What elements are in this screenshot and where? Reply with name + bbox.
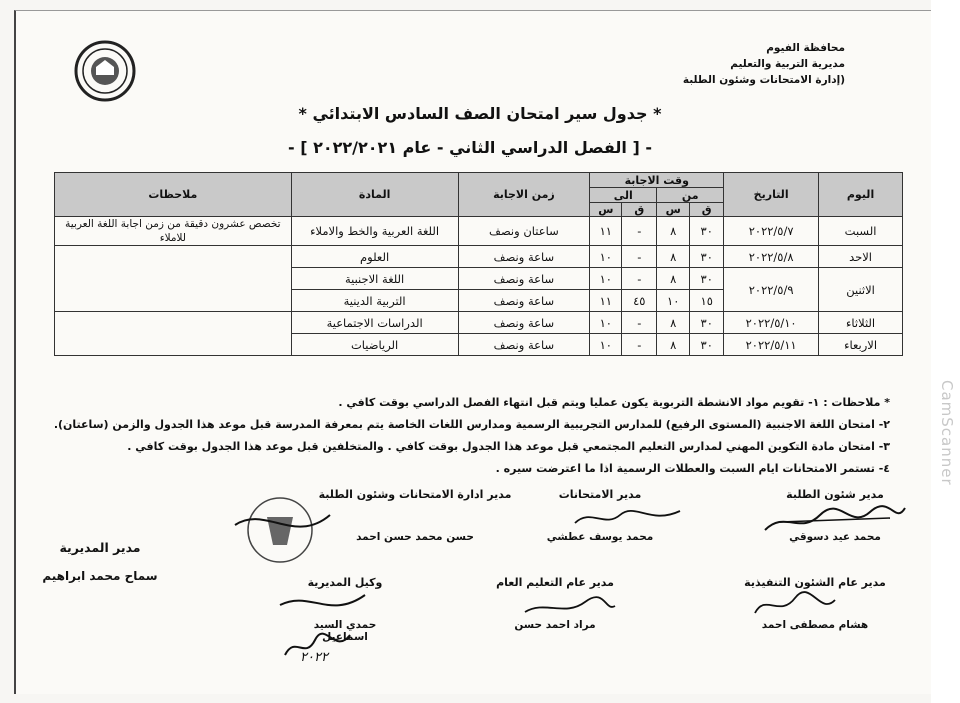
table-row — [55, 312, 903, 334]
header-to: الى — [590, 188, 657, 203]
handwritten-signature — [760, 500, 910, 540]
handwritten-date: ٢٠٢٢ — [300, 650, 328, 665]
cell-to-hr: ١٠ — [590, 268, 622, 290]
signature-role: وكيل المديرية — [307, 576, 383, 589]
cell-duration: ساعة ونصف — [458, 312, 590, 334]
cell-duration: ساعتان ونصف — [458, 217, 590, 246]
ministry-line-1: محافظة الفيوم — [766, 42, 845, 54]
cell-to-min: - — [622, 312, 657, 334]
document-title: * جدول سير امتحان الصف السادس الابتدائي * — [298, 104, 662, 123]
signature-name: حسن محمد حسن احمد — [356, 531, 474, 543]
cell-from-hr: ٨ — [657, 246, 690, 268]
round-stamp — [225, 495, 335, 565]
cell-subject: التربية الدينية — [291, 290, 458, 312]
cell-duration: ساعة ونصف — [458, 268, 590, 290]
header-from: من — [657, 188, 724, 203]
cell-day: الاحد — [819, 246, 903, 268]
cell-to-hr: ١٠ — [590, 334, 622, 356]
cell-date: ٢٠٢٢/٥/٧ — [724, 217, 819, 246]
cell-date: ٢٠٢٢/٥/١١ — [724, 334, 819, 356]
cell-to-min: - — [622, 246, 657, 268]
signature-directorate-head — [30, 540, 170, 583]
cell-to-hr: ١١ — [590, 217, 622, 246]
cell-from-hr: ١٠ — [657, 290, 690, 312]
signature-role: مدير المديرية — [59, 540, 141, 555]
header-to-min: ق — [622, 203, 657, 217]
cell-from-hr: ٨ — [657, 268, 690, 290]
cell-subject: الدراسات الاجتماعية — [291, 312, 458, 334]
cell-day: الاثنين — [819, 268, 903, 312]
header-from-min: ق — [690, 203, 724, 217]
handwritten-signature — [750, 588, 840, 623]
cell-to-hr: ١٠ — [590, 312, 622, 334]
cell-from-min: ٣٠ — [690, 268, 724, 290]
signature-name: محمد يوسف عطشي — [546, 531, 654, 543]
signature-name: محمد عيد دسوقي — [789, 531, 881, 543]
header-date: التاريخ — [724, 173, 819, 217]
cell-note-empty — [55, 246, 292, 312]
note-4: ٤- تستمر الامتحانات ايام السبت والعطلات الرسمية اذا ما اعترضت سيره . — [495, 462, 890, 475]
header-duration: زمن الاجابة — [458, 173, 590, 217]
table-row — [55, 217, 903, 246]
cell-from-min: ٣٠ — [690, 312, 724, 334]
cell-from-min: ٣٠ — [690, 217, 724, 246]
handwritten-signature — [520, 592, 620, 622]
signature-role: مدير شئون الطلبة — [786, 488, 884, 501]
note-2: ٢- امتحان اللغة الاجنبية (المستوى الرفيع) للمدارس التجريبية الرسمية ومدارس اللغات الخاصة يتم بمعرفة المدرسة قبل موعد هذا الجدول والزمن (ساعتان). — [53, 418, 890, 431]
header-subject: المادة — [291, 173, 458, 217]
cell-to-min: - — [622, 217, 657, 246]
cell-from-hr: ٨ — [657, 217, 690, 246]
cell-to-hr: ١٠ — [590, 246, 622, 268]
cell-from-hr: ٨ — [657, 312, 690, 334]
signature-role: مدير الامتحانات — [558, 488, 642, 501]
cell-note-empty — [55, 312, 292, 356]
header-day: اليوم — [819, 173, 903, 217]
watermark: CamScanner — [938, 380, 956, 486]
table-row — [55, 246, 903, 268]
signature-name: حمدي السيد اسماعيل — [313, 619, 377, 643]
ministry-line-3: (إدارة الامتحانات وشئون الطلبة — [682, 74, 845, 86]
signature-exams-admin — [310, 488, 520, 543]
note-3: ٣- امتحان مادة التكوين المهني لمدارس التعليم المجتمعي قبل موعد هذا الجدول بوقت كافي . والمتخلفين قبل موعد هذا الجدول بوقت كافي . — [127, 440, 890, 453]
header-from-hr: س — [657, 203, 690, 217]
handwritten-signature — [270, 585, 390, 665]
signature-role: مدير ادارة الامتحانات وشئون الطلبة — [318, 488, 512, 501]
cell-date: ٢٠٢٢/٥/٨ — [724, 246, 819, 268]
cell-day: الثلاثاء — [819, 312, 903, 334]
cell-from-min: ٣٠ — [690, 334, 724, 356]
cell-to-min: ٤٥ — [622, 290, 657, 312]
header-time: وقت الاجابة — [590, 173, 724, 188]
note-1: * ملاحظات : ١- تقويم مواد الانشطة التربوية يكون عمليا ويتم قبل انتهاء الفصل الدراسي بوقت كافي . — [338, 396, 890, 409]
document-subtitle: - [ الفصل الدراسي الثاني - عام ٢٠٢٢/٢٠٢١ ] - — [288, 138, 652, 157]
header-to-hr: س — [590, 203, 622, 217]
cell-note: تخصص عشرون دقيقة من زمن اجابة اللغة العربية للاملاء — [55, 217, 292, 246]
signature-role: مدير عام الشئون التنفيذية — [744, 576, 886, 589]
ministry-line-2: مديرية التربية والتعليم — [730, 58, 845, 70]
cell-duration: ساعة ونصف — [458, 246, 590, 268]
cell-duration: ساعة ونصف — [458, 334, 590, 356]
ministry-header — [683, 40, 845, 88]
cell-from-hr: ٨ — [657, 334, 690, 356]
cell-date: ٢٠٢٢/٥/٩ — [724, 268, 819, 312]
signature-name: مراد احمد حسن — [514, 619, 596, 631]
cell-to-min: - — [622, 268, 657, 290]
cell-duration: ساعة ونصف — [458, 290, 590, 312]
cell-subject: اللغة الاجنبية — [291, 268, 458, 290]
cell-from-min: ٣٠ — [690, 246, 724, 268]
cell-day: الاربعاء — [819, 334, 903, 356]
signature-name: هشام مصطفى احمد — [761, 619, 869, 631]
signature-name: سماح محمد ابراهيم — [42, 569, 158, 583]
exam-schedule-table — [54, 172, 903, 356]
cell-date: ٢٠٢٢/٥/١٠ — [724, 312, 819, 334]
cell-subject: العلوم — [291, 246, 458, 268]
cell-from-min: ١٥ — [690, 290, 724, 312]
cell-subject: اللغة العربية والخط والاملاء — [291, 217, 458, 246]
header-notes: ملاحظات — [55, 173, 292, 217]
handwritten-signature — [570, 503, 690, 533]
cell-subject: الرياضيات — [291, 334, 458, 356]
ministry-logo — [74, 40, 136, 102]
signature-role: مدير عام التعليم العام — [496, 576, 614, 589]
cell-day: السبت — [819, 217, 903, 246]
cell-to-min: - — [622, 334, 657, 356]
cell-to-hr: ١١ — [590, 290, 622, 312]
notes-section — [30, 392, 890, 480]
